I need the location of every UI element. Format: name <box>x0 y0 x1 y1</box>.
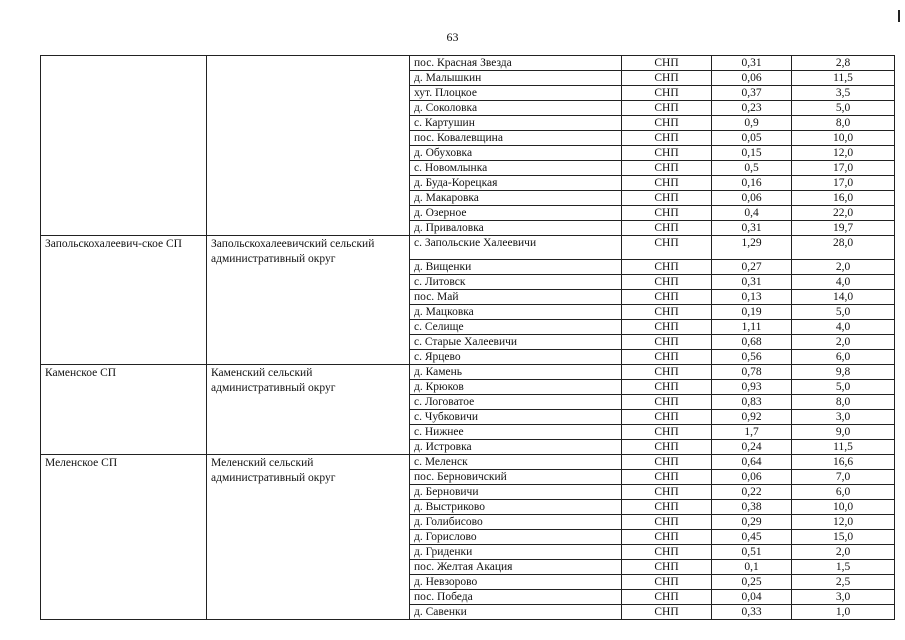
locality-name-cell: д. Выстриково <box>410 500 622 515</box>
value-1-cell: 0,06 <box>712 191 792 206</box>
value-1-cell: 1,11 <box>712 320 792 335</box>
locality-type-cell: СНП <box>622 101 712 116</box>
locality-name-cell: с. Селище <box>410 320 622 335</box>
locality-name-cell: д. Озерное <box>410 206 622 221</box>
value-1-cell: 0,31 <box>712 221 792 236</box>
locality-name-cell: с. Чубковичи <box>410 410 622 425</box>
value-1-cell: 0,13 <box>712 290 792 305</box>
value-2-cell: 8,0 <box>792 116 895 131</box>
locality-type-cell: СНП <box>622 440 712 455</box>
locality-type-cell: СНП <box>622 365 712 380</box>
locality-type-cell: СНП <box>622 335 712 350</box>
value-2-cell: 5,0 <box>792 380 895 395</box>
value-1-cell: 0,33 <box>712 605 792 620</box>
settlement-name-cell: Запольскохалеевич-ское СП <box>41 236 207 365</box>
value-2-cell: 2,0 <box>792 545 895 560</box>
table-body <box>41 56 895 620</box>
locality-type-cell: СНП <box>622 275 712 290</box>
locality-type-cell: СНП <box>622 221 712 236</box>
locality-type-cell: СНП <box>622 56 712 71</box>
value-1-cell: 0,93 <box>712 380 792 395</box>
value-1-cell: 0,06 <box>712 71 792 86</box>
value-2-cell: 1,0 <box>792 605 895 620</box>
district-name-cell: Каменский сельский административный округ <box>207 365 410 455</box>
locality-name-cell: д. Голибисово <box>410 515 622 530</box>
locality-name-cell: пос. Берновичский <box>410 470 622 485</box>
locality-type-cell: СНП <box>622 515 712 530</box>
value-1-cell: 0,31 <box>712 275 792 290</box>
locality-type-cell: СНП <box>622 590 712 605</box>
locality-type-cell: СНП <box>622 560 712 575</box>
value-1-cell: 0,51 <box>712 545 792 560</box>
locality-type-cell: СНП <box>622 575 712 590</box>
locality-name-cell: д. Малышкин <box>410 71 622 86</box>
locality-name-cell: д. Обуховка <box>410 146 622 161</box>
locality-type-cell: СНП <box>622 530 712 545</box>
value-1-cell: 0,38 <box>712 500 792 515</box>
value-1-cell: 0,56 <box>712 350 792 365</box>
value-1-cell: 0,22 <box>712 485 792 500</box>
value-2-cell: 11,5 <box>792 71 895 86</box>
settlements-table <box>40 55 895 620</box>
value-1-cell: 0,19 <box>712 305 792 320</box>
locality-type-cell: СНП <box>622 470 712 485</box>
value-1-cell: 0,1 <box>712 560 792 575</box>
value-2-cell: 16,0 <box>792 191 895 206</box>
value-2-cell: 6,0 <box>792 350 895 365</box>
locality-type-cell: СНП <box>622 485 712 500</box>
locality-name-cell: д. Приваловка <box>410 221 622 236</box>
value-1-cell: 0,24 <box>712 440 792 455</box>
value-2-cell: 7,0 <box>792 470 895 485</box>
value-1-cell: 0,25 <box>712 575 792 590</box>
locality-name-cell: с. Картушин <box>410 116 622 131</box>
locality-name-cell: пос. Ковалевщина <box>410 131 622 146</box>
locality-type-cell: СНП <box>622 260 712 275</box>
locality-type-cell: СНП <box>622 86 712 101</box>
locality-type-cell: СНП <box>622 500 712 515</box>
value-1-cell: 0,83 <box>712 395 792 410</box>
value-1-cell: 0,68 <box>712 335 792 350</box>
value-1-cell: 1,29 <box>712 236 792 260</box>
value-2-cell: 11,5 <box>792 440 895 455</box>
locality-name-cell: д. Вищенки <box>410 260 622 275</box>
locality-type-cell: СНП <box>622 305 712 320</box>
value-1-cell: 0,05 <box>712 131 792 146</box>
locality-type-cell: СНП <box>622 350 712 365</box>
locality-type-cell: СНП <box>622 425 712 440</box>
value-2-cell: 19,7 <box>792 221 895 236</box>
value-2-cell: 3,0 <box>792 590 895 605</box>
value-1-cell: 0,9 <box>712 116 792 131</box>
locality-name-cell: хут. Плоцкое <box>410 86 622 101</box>
locality-name-cell: д. Горислово <box>410 530 622 545</box>
value-2-cell: 22,0 <box>792 206 895 221</box>
locality-name-cell: д. Истровка <box>410 440 622 455</box>
locality-type-cell: СНП <box>622 605 712 620</box>
district-name-cell: Меленский сельский административный округ <box>207 455 410 620</box>
value-1-cell: 0,37 <box>712 86 792 101</box>
locality-name-cell: пос. Желтая Акация <box>410 560 622 575</box>
locality-name-cell: д. Невзорово <box>410 575 622 590</box>
table-row <box>41 365 895 380</box>
locality-type-cell: СНП <box>622 161 712 176</box>
locality-name-cell: пос. Красная Звезда <box>410 56 622 71</box>
locality-name-cell: д. Берновичи <box>410 485 622 500</box>
value-2-cell: 9,0 <box>792 425 895 440</box>
value-2-cell: 8,0 <box>792 395 895 410</box>
settlement-name-cell: Меленское СП <box>41 455 207 620</box>
locality-name-cell: д. Камень <box>410 365 622 380</box>
table-row <box>41 455 895 470</box>
value-1-cell: 0,4 <box>712 206 792 221</box>
locality-type-cell: СНП <box>622 320 712 335</box>
edge-mark <box>898 10 900 22</box>
value-1-cell: 0,15 <box>712 146 792 161</box>
locality-type-cell: СНП <box>622 116 712 131</box>
locality-type-cell: СНП <box>622 545 712 560</box>
locality-type-cell: СНП <box>622 410 712 425</box>
locality-name-cell: д. Савенки <box>410 605 622 620</box>
locality-name-cell: д. Соколовка <box>410 101 622 116</box>
locality-name-cell: с. Меленск <box>410 455 622 470</box>
locality-name-cell: д. Гриденки <box>410 545 622 560</box>
value-2-cell: 5,0 <box>792 101 895 116</box>
locality-name-cell: с. Новомлынка <box>410 161 622 176</box>
value-1-cell: 0,92 <box>712 410 792 425</box>
value-2-cell: 10,0 <box>792 500 895 515</box>
locality-name-cell: с. Старые Халеевичи <box>410 335 622 350</box>
value-2-cell: 2,5 <box>792 575 895 590</box>
value-2-cell: 3,5 <box>792 86 895 101</box>
value-2-cell: 9,8 <box>792 365 895 380</box>
value-1-cell: 0,78 <box>712 365 792 380</box>
value-2-cell: 2,0 <box>792 260 895 275</box>
locality-name-cell: с. Ярцево <box>410 350 622 365</box>
locality-type-cell: СНП <box>622 290 712 305</box>
locality-type-cell: СНП <box>622 131 712 146</box>
value-1-cell: 0,27 <box>712 260 792 275</box>
locality-type-cell: СНП <box>622 146 712 161</box>
value-1-cell: 0,5 <box>712 161 792 176</box>
value-2-cell: 3,0 <box>792 410 895 425</box>
district-name-cell: Запольскохалеевичский сельский административный округ <box>207 236 410 365</box>
value-1-cell: 0,64 <box>712 455 792 470</box>
locality-type-cell: СНП <box>622 236 712 260</box>
value-2-cell: 12,0 <box>792 146 895 161</box>
locality-name-cell: д. Макаровка <box>410 191 622 206</box>
value-2-cell: 4,0 <box>792 320 895 335</box>
value-1-cell: 0,45 <box>712 530 792 545</box>
value-2-cell: 17,0 <box>792 176 895 191</box>
locality-type-cell: СНП <box>622 455 712 470</box>
locality-name-cell: пос. Победа <box>410 590 622 605</box>
value-1-cell: 0,23 <box>712 101 792 116</box>
locality-name-cell: с. Логоватое <box>410 395 622 410</box>
value-2-cell: 14,0 <box>792 290 895 305</box>
value-1-cell: 0,06 <box>712 470 792 485</box>
locality-type-cell: СНП <box>622 395 712 410</box>
table-row <box>41 56 895 71</box>
locality-name-cell: с. Запольские Халеевичи <box>410 236 622 260</box>
value-2-cell: 10,0 <box>792 131 895 146</box>
district-name-cell <box>207 56 410 236</box>
value-2-cell: 4,0 <box>792 275 895 290</box>
locality-name-cell: д. Крюков <box>410 380 622 395</box>
table-row <box>41 236 895 260</box>
value-2-cell: 12,0 <box>792 515 895 530</box>
settlement-name-cell: Каменское СП <box>41 365 207 455</box>
page-number: 63 <box>446 30 459 44</box>
locality-type-cell: СНП <box>622 206 712 221</box>
locality-name-cell: с. Литовск <box>410 275 622 290</box>
value-1-cell: 0,04 <box>712 590 792 605</box>
settlement-name-cell <box>41 56 207 236</box>
locality-type-cell: СНП <box>622 71 712 86</box>
value-2-cell: 17,0 <box>792 161 895 176</box>
value-2-cell: 2,0 <box>792 335 895 350</box>
value-2-cell: 16,6 <box>792 455 895 470</box>
locality-name-cell: с. Нижнее <box>410 425 622 440</box>
value-1-cell: 1,7 <box>712 425 792 440</box>
value-2-cell: 28,0 <box>792 236 895 260</box>
locality-type-cell: СНП <box>622 191 712 206</box>
value-1-cell: 0,29 <box>712 515 792 530</box>
value-2-cell: 6,0 <box>792 485 895 500</box>
locality-type-cell: СНП <box>622 380 712 395</box>
value-1-cell: 0,31 <box>712 56 792 71</box>
locality-name-cell: д. Мацковка <box>410 305 622 320</box>
value-2-cell: 5,0 <box>792 305 895 320</box>
locality-name-cell: д. Буда-Корецкая <box>410 176 622 191</box>
value-2-cell: 15,0 <box>792 530 895 545</box>
locality-name-cell: пос. Май <box>410 290 622 305</box>
value-1-cell: 0,16 <box>712 176 792 191</box>
value-2-cell: 1,5 <box>792 560 895 575</box>
locality-type-cell: СНП <box>622 176 712 191</box>
value-2-cell: 2,8 <box>792 56 895 71</box>
